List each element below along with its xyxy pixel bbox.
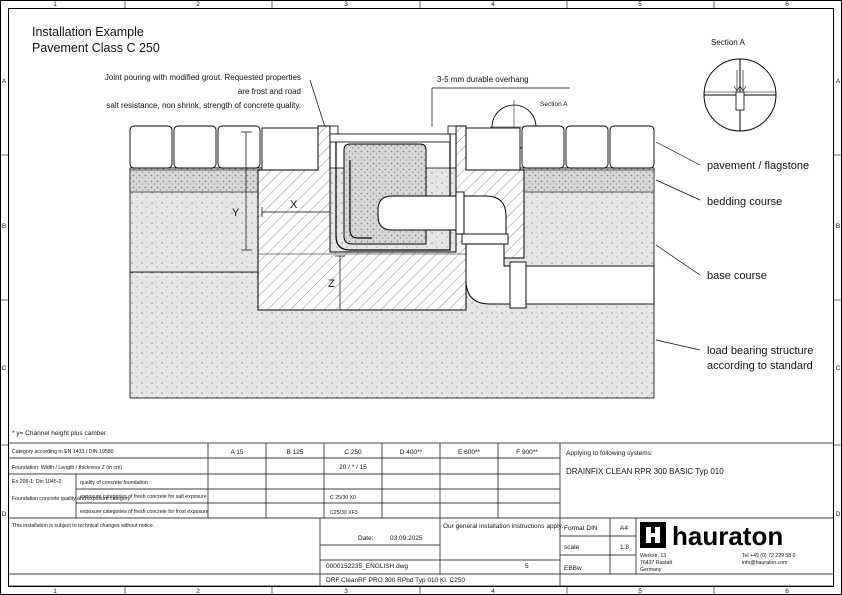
layer-load-line2: according to standard bbox=[707, 360, 813, 372]
dim-x-label: X bbox=[290, 199, 298, 211]
quality-exposure-label: exposure categories of fresh concrete for salt exposure bbox=[80, 494, 207, 500]
address-2: 76437 Rastatt bbox=[640, 560, 673, 566]
scale-label: scale bbox=[564, 544, 580, 551]
class-e600: E 600** bbox=[457, 449, 481, 456]
cross-section bbox=[130, 126, 654, 398]
foundation-value: 20 / * / 15 bbox=[339, 464, 367, 471]
address-3: Germany bbox=[640, 567, 662, 573]
row-d-right: D bbox=[835, 511, 841, 518]
title-line1: Installation Example bbox=[32, 25, 144, 39]
row-a-right: A bbox=[835, 78, 841, 85]
row-a: A bbox=[1, 78, 7, 85]
date-value: 03.09.2025 bbox=[390, 535, 423, 542]
section-a-ref: Section A bbox=[540, 101, 568, 108]
col-5-bottom: 5 bbox=[638, 588, 642, 595]
address-1: Werkstr. 13 bbox=[640, 553, 667, 559]
footer-name: DRF CleanRF PRO 300 RPbd Typ 010 Kl. C250 bbox=[326, 577, 465, 584]
row-d: D bbox=[1, 511, 7, 518]
val-c2530: C 25/30 X0 bbox=[330, 495, 356, 501]
applying-label: Applying to following systems: bbox=[566, 450, 653, 457]
row-c: C bbox=[1, 365, 7, 372]
class-d400: D 400** bbox=[399, 449, 423, 456]
row-b: B bbox=[1, 223, 7, 230]
format-label: Format DIN bbox=[564, 525, 598, 532]
email: info@hauraton.com bbox=[742, 560, 788, 566]
row-quality-label: Foundation concrete quality and exposure category bbox=[12, 496, 130, 502]
grout-note-line3: salt resistance, non shrink, strength of concrete quality. bbox=[106, 101, 301, 110]
author: EBBw bbox=[564, 565, 582, 572]
col-1-bottom: 1 bbox=[53, 588, 57, 595]
logo-text: hauraton bbox=[672, 521, 784, 551]
col-1: 1 bbox=[53, 1, 57, 8]
col-6: 6 bbox=[785, 1, 789, 8]
col-5: 5 bbox=[638, 1, 642, 8]
class-b125: B 125 bbox=[286, 449, 304, 456]
applying-system: DRAINFIX CLEAN RPR 300 BASIC Typ 010 bbox=[566, 467, 724, 476]
phone: Tel +49 (0) 72 229 58 0 bbox=[742, 553, 796, 559]
format-value: A4 bbox=[620, 525, 628, 532]
col-4: 4 bbox=[491, 1, 495, 8]
grout-note-line1: Joint pouring with modified grout. Requested properties bbox=[104, 73, 301, 82]
col-2: 2 bbox=[196, 1, 200, 8]
quality-strength-label: quality of concrete foundation bbox=[80, 480, 148, 486]
col-3: 3 bbox=[344, 1, 348, 8]
layer-leaders bbox=[656, 142, 700, 350]
date-label: Date: bbox=[358, 535, 374, 542]
col-6-bottom: 6 bbox=[785, 588, 789, 595]
class-c250: C 250 bbox=[344, 449, 362, 456]
layer-load-line1: load bearing structure bbox=[707, 345, 814, 357]
overhang-note: 3-5 mm durable overhang bbox=[437, 75, 529, 84]
row-category-label: Category according to EN 1433 / DIN 19580 bbox=[12, 449, 114, 455]
footnote: * y= Channel height plus camber bbox=[12, 430, 107, 437]
row-b-right: B bbox=[835, 223, 841, 230]
dim-y-label: Y bbox=[232, 207, 240, 219]
grout-note-line2: are frost and road bbox=[237, 87, 301, 96]
sheet-number: 5 bbox=[525, 563, 529, 570]
disclaimer-text: This installation is subject to technical changes without notice. bbox=[12, 523, 155, 529]
val-c2530xf3: C25/30 XF3 bbox=[330, 510, 358, 516]
col-3-bottom: 3 bbox=[344, 588, 348, 595]
dim-z-label: Z bbox=[328, 278, 335, 290]
class-a15: A 15 bbox=[230, 449, 244, 456]
title-line2: Pavement Class C 250 bbox=[32, 41, 160, 55]
grout-leader bbox=[310, 80, 325, 127]
section-a-detail bbox=[704, 59, 776, 131]
layer-base: base course bbox=[707, 270, 767, 282]
row-foundation-label: Foundation: Width / Length / thickness Z (in cm) bbox=[12, 465, 123, 471]
layer-bedding: bedding course bbox=[707, 196, 783, 208]
drawing-number: 0000152235_ENGLISH.dwg bbox=[326, 563, 409, 570]
scale-value: 1:8 bbox=[620, 544, 630, 551]
hauraton-logo bbox=[640, 522, 666, 548]
section-a-title: Section A bbox=[711, 38, 745, 47]
row-din-label: En 206-1: Din 1045-2: bbox=[12, 479, 63, 485]
class-f900: F 900** bbox=[516, 449, 538, 456]
col-2-bottom: 2 bbox=[196, 588, 200, 595]
general-note: Our general installation instructions apply. bbox=[443, 523, 564, 530]
layer-pavement: pavement / flagstone bbox=[707, 160, 810, 172]
quality-frost-label: exposure categories of fresh concrete for frost exposure bbox=[80, 509, 209, 515]
col-4-bottom: 4 bbox=[491, 588, 495, 595]
row-c-right: C bbox=[835, 365, 841, 372]
